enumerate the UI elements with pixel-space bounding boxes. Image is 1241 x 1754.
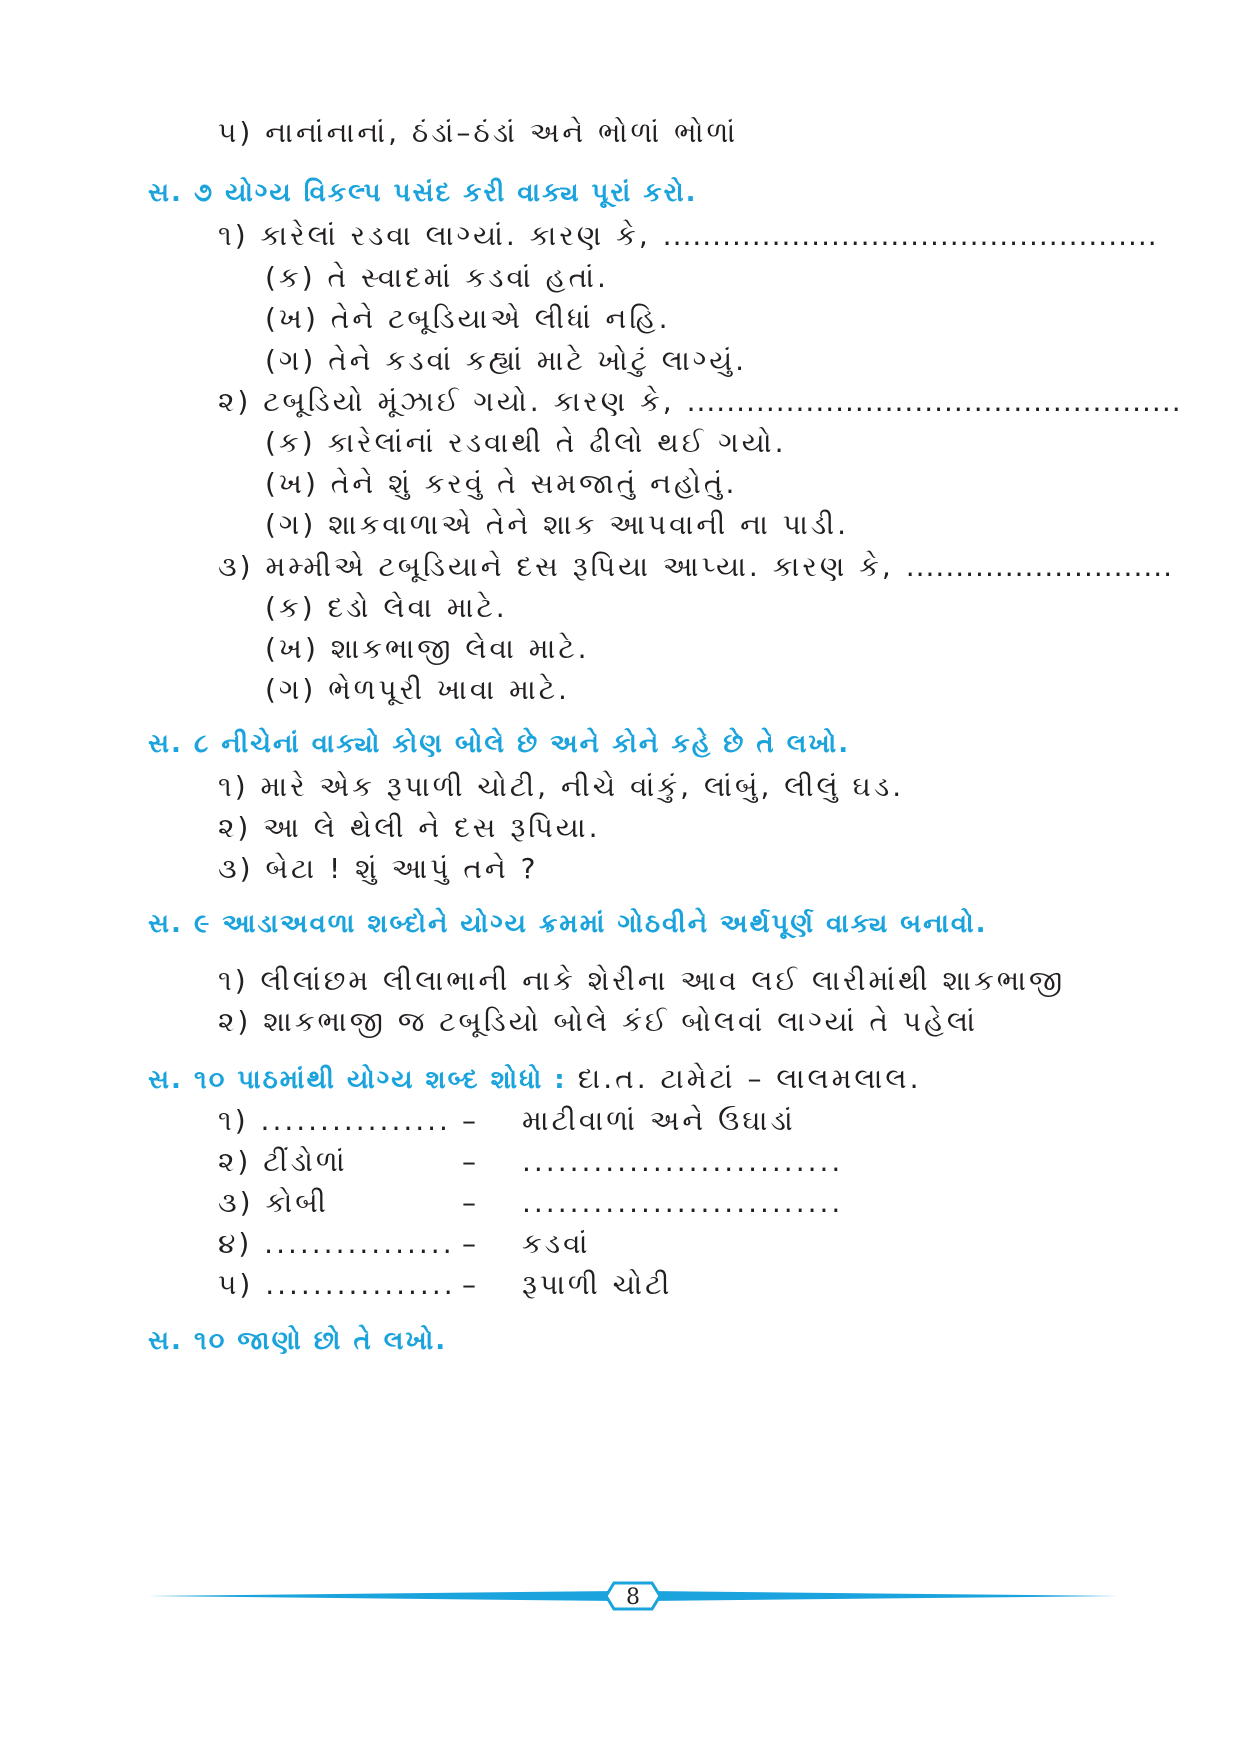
q10-row-dash: – <box>462 1104 479 1137</box>
q11-heading: સ. ૧૦ જાણો છો તે લખો. <box>148 1326 448 1356</box>
q7-item-1-option-c: (ગ) તેને કડવાં કહ્યાં માટે ખોટું લાગ્યું. <box>265 344 748 377</box>
q10-heading-text: સ. ૧૦ પાઠમાંથી યોગ્ય શબ્દ શોધો : <box>148 1065 567 1095</box>
q10-row-right: રૂપાળી ચોટી <box>522 1268 673 1301</box>
q8-heading: સ. ૮ નીચેનાં વાક્યો કોણ બોલે છે અને કોને કહે છે તે લખો. <box>148 729 851 759</box>
q9-item-1: ૧) લીલાંછમ લીલાભાની નાકે શેરીના આવ લઈ લારીમાંથી શાકભાજી <box>218 964 1066 997</box>
q7-item-2-option-a: (ક) કારેલાંનાં રડવાથી તે ઢીલો થઈ ગયો. <box>265 426 787 459</box>
q7-item-1-option-a: (ક) તે સ્વાદમાં કડવાં હતાં. <box>265 261 609 294</box>
q7-item-3 <box>218 547 1173 587</box>
q10-row-left: ૩) કોબી <box>218 1186 329 1219</box>
q10-row-dash: – <box>462 1186 479 1219</box>
q7-item-3-option-b: (ખ) શાકભાજી લેવા માટે. <box>265 632 590 665</box>
q10-row-left: ૧) ................ <box>218 1104 451 1137</box>
footer-rule-right <box>648 1591 1118 1601</box>
q7-item-2 <box>218 382 1182 422</box>
answer-blank: ........................... <box>905 550 1174 583</box>
q7-heading: સ. ૭ યોગ્ય વિકલ્પ પસંદ કરી વાક્ય પૂરાં કરો. <box>148 178 698 208</box>
q8-item-1: ૧) મારે એક રૂપાળી ચોટી, નીચે વાંકું, લાંબું, લીલું ઘડ. <box>218 770 905 803</box>
answer-blank: .................................................. <box>686 385 1182 418</box>
answer-blank: .................................................. <box>662 219 1158 252</box>
q7-item-2-option-c: (ગ) શાકવાળાએ તેને શાક આપવાની ના પાડી. <box>265 508 850 541</box>
footer-rule-left <box>148 1591 618 1601</box>
q10-row-left: ૫) ................ <box>218 1268 456 1301</box>
q10-row-left: ૨) ટીંડોળાં <box>218 1145 348 1178</box>
q10-row-dash: – <box>462 1227 479 1260</box>
q10-row-right: ........................... <box>522 1186 844 1219</box>
q10-row-dash: – <box>462 1268 479 1301</box>
q7-item-3-option-c: (ગ) ભેળપૂરી ખાવા માટે. <box>265 673 570 706</box>
page-number: 8 <box>626 1585 640 1610</box>
q7-item-1 <box>218 216 1158 256</box>
q10-heading <box>148 1059 922 1100</box>
q7-item-1-option-b: (ખ) તેને ટબૂડિયાએ લીધાં નહિ. <box>265 302 671 335</box>
q7-item-1-stem: ૧) કારેલાં રડવા લાગ્યાં. કારણ કે, <box>218 219 651 252</box>
q7-item-2-option-b: (ખ) તેને શું કરવું તે સમજાતું નહોતું. <box>265 467 738 500</box>
q10-example: દા.ત. ટામેટાં – લાલમલાલ. <box>577 1062 922 1095</box>
q10-row-left: ૪) ................ <box>218 1227 455 1260</box>
q7-item-2-stem: ૨) ટબૂડિયો મૂંઝાઈ ગયો. કારણ કે, <box>218 385 675 418</box>
q7-item-3-stem: ૩) મમ્મીએ ટબૂડિયાને દસ રૂપિયા આપ્યા. કારણ કે, <box>218 550 894 583</box>
q10-row-dash: – <box>462 1145 479 1178</box>
q8-item-3: ૩) બેટા ! શું આપું તને ? <box>218 852 539 885</box>
q8-item-2: ૨) આ લે થેલી ને દસ રૂપિયા. <box>218 811 601 844</box>
q7-item-3-option-a: (ક) દડો લેવા માટે. <box>265 591 508 624</box>
q10-row-right: ........................... <box>522 1145 844 1178</box>
q9-item-2: ૨) શાકભાજી જ ટબૂડિયો બોલે કંઈ બોલવાં લાગ્યાં તે પહેલાં <box>218 1005 978 1038</box>
q9-heading: સ. ૯ આડાઅવળા શબ્દોને યોગ્ય ક્રમમાં ગોઠવીને અર્થપૂર્ણ વાક્ય બનાવો. <box>148 909 988 939</box>
q6-item-5: ૫) નાનાંનાનાં, ઠંડાં–ઠંડાં અને ભોળાં ભોળાં <box>218 116 739 149</box>
q10-row-right: કડવાં <box>522 1227 591 1260</box>
q10-row-right: માટીવાળાં અને ઉઘાડાં <box>522 1104 796 1137</box>
page-footer <box>148 1576 1118 1616</box>
